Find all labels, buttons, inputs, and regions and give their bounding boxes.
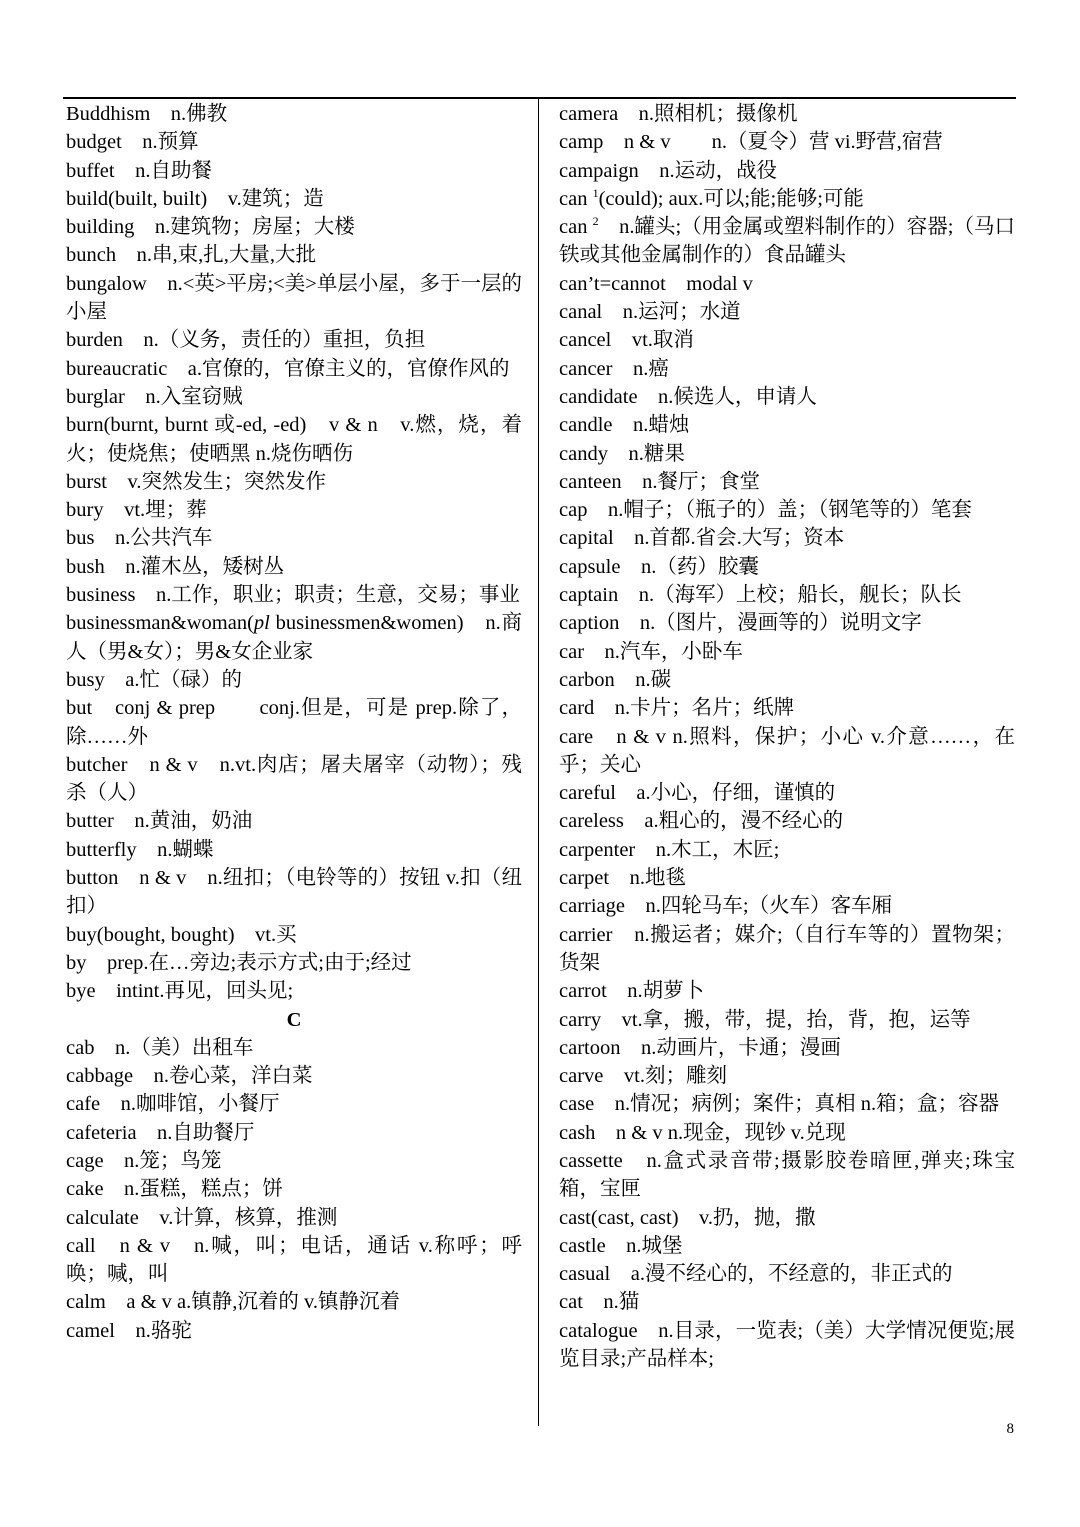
dictionary-entry: capital n.首都.省会.大写；资本 bbox=[559, 527, 845, 550]
dictionary-entry: caption n.（图片，漫画等的）说明文字 bbox=[559, 612, 922, 635]
dictionary-entry: candle n.蜡烛 bbox=[559, 414, 690, 437]
dictionary-entry: camera n.照相机；摄像机 bbox=[559, 103, 798, 125]
dictionary-entry: bunch n.串,束,扎,大量,大批 bbox=[66, 244, 316, 267]
dictionary-entry: carry vt.拿，搬，带，提，抬，背，抱，运等 bbox=[559, 1008, 971, 1031]
dictionary-entry: butterfly n.蝴蝶 bbox=[66, 838, 214, 861]
dictionary-entry: busy a.忙（碌）的 bbox=[66, 668, 242, 691]
dictionary-entry: businessman&woman(pl businessmen&women) n.商人（男&女）；男&女企业家 bbox=[66, 612, 522, 663]
dictionary-entry: carve vt.刻；雕刻 bbox=[559, 1065, 727, 1088]
dictionary-entry: candidate n.候选人，申请人 bbox=[559, 385, 817, 408]
dictionary-entry: canteen n.餐厅；食堂 bbox=[559, 470, 760, 493]
dictionary-entry: butcher n & v n.vt.肉店；屠夫屠宰（动物）；残杀（人） bbox=[66, 753, 522, 805]
dictionary-entry: catalogue n.目录，一览表;（美）大学情况便览;展览目录;产品样本; bbox=[559, 1319, 1015, 1371]
dictionary-entry: can $^1$(could); aux.可以;能;能够;可能 bbox=[559, 186, 864, 210]
dictionary-entry: calm a & v a.镇静,沉着的 v.镇静沉着 bbox=[66, 1291, 401, 1314]
dictionary-entry: cage n.笼；鸟笼 bbox=[66, 1149, 222, 1172]
dictionary-entry: camel n.骆驼 bbox=[66, 1319, 192, 1342]
dictionary-entry: buffet n.自助餐 bbox=[66, 159, 212, 182]
right-column bbox=[559, 100, 1015, 1373]
dictionary-entry: cassette n.盒式录音带;摄影胶卷暗匣,弹夹;珠宝箱，宝匣 bbox=[559, 1149, 1015, 1201]
dictionary-entry: carpet n.地毯 bbox=[559, 867, 686, 890]
dictionary-entry: cartoon n.动画片，卡通；漫画 bbox=[559, 1036, 841, 1059]
dictionary-entry: campaign n.运动，战役 bbox=[559, 159, 778, 182]
dictionary-entry: burst v.突然发生；突然发作 bbox=[66, 470, 327, 493]
dictionary-entry: care n & v n.照料，保护；小心 v.介意……，在乎；关心 bbox=[559, 725, 1015, 776]
dictionary-entry: carpenter n.木工，木匠; bbox=[559, 838, 780, 861]
dictionary-entry: cafe n.咖啡馆，小餐厅 bbox=[66, 1093, 280, 1116]
dictionary-entry: burglar n.入室窃贼 bbox=[66, 385, 243, 408]
page-number: 8 bbox=[1006, 1421, 1014, 1437]
dictionary-entry: can’t=cannot modal v bbox=[559, 272, 753, 295]
dictionary-entry: burn(burnt, burnt 或-ed, -ed) v & n v.燃，烧，着火；使烧焦；使晒黑 n.烧伤晒伤 bbox=[66, 414, 522, 465]
dictionary-entry: building n.建筑物；房屋；大楼 bbox=[66, 216, 355, 239]
dictionary-entry: cat n.猫 bbox=[559, 1291, 640, 1314]
dictionary-entry: cash n & v n.现金，现钞 v.兑现 bbox=[559, 1121, 846, 1144]
dictionary-entry: camp n & v n.（夏令）营 vi.野营,宿营 bbox=[559, 131, 943, 154]
dictionary-entry: burden n.（义务，责任的）重担，负担 bbox=[66, 329, 426, 352]
dictionary-entry: candy n.糖果 bbox=[559, 442, 685, 465]
dictionary-entry: cabbage n.卷心菜，洋白菜 bbox=[66, 1065, 313, 1088]
dictionary-entry: bye intint.再见，回头见; bbox=[66, 980, 294, 1003]
dictionary-entry: careful a.小心，仔细，谨慎的 bbox=[559, 782, 836, 805]
dictionary-entry: carrier n.搬运者；媒介;（自行车等的）置物架；货架 bbox=[559, 923, 1015, 974]
dictionary-entry: capsule n.（药）胶囊 bbox=[559, 555, 759, 578]
dictionary-entry: can $^2$ n.罐头;（用金属或塑料制作的）容器;（马口铁或其他金属制作的）食品罐头 bbox=[559, 214, 1016, 267]
dictionary-entry: carbon n.碳 bbox=[559, 668, 672, 691]
dictionary-entry: cancel vt.取消 bbox=[559, 329, 694, 352]
dictionary-entry: Buddhism n.佛教 bbox=[66, 103, 228, 125]
dictionary-entry: budget n.预算 bbox=[66, 131, 199, 154]
dictionary-entry: carriage n.四轮马车;（火车）客车厢 bbox=[559, 895, 893, 918]
dictionary-entry: cake n.蛋糕，糕点；饼 bbox=[66, 1178, 283, 1201]
dictionary-entry: calculate v.计算，核算，推测 bbox=[66, 1206, 338, 1229]
dictionary-entry: cap n.帽子；（瓶子的）盖；（钢笔等的）笔套 bbox=[559, 499, 972, 522]
column-divider bbox=[538, 99, 539, 1426]
dictionary-entry: call n & v n.喊，叫；电话，通话 v.称呼；呼唤；喊，叫 bbox=[66, 1234, 522, 1286]
dictionary-entry: card n.卡片；名片；纸牌 bbox=[559, 697, 795, 720]
dictionary-entry: cast(cast, cast) v.扔，抛，撒 bbox=[559, 1206, 816, 1229]
top-rule bbox=[63, 97, 1016, 99]
dictionary-entry: bus n.公共汽车 bbox=[66, 527, 213, 550]
dictionary-entry: castle n.城堡 bbox=[559, 1234, 683, 1257]
dictionary-entry: business n.工作，职业；职责；生意，交易；事业 bbox=[66, 584, 520, 607]
dictionary-entry: cafeteria n.自助餐厅 bbox=[66, 1121, 255, 1144]
dictionary-entry: bury vt.埋；葬 bbox=[66, 499, 207, 522]
dictionary-entry: car n.汽车，小卧车 bbox=[559, 640, 743, 663]
section-heading: C bbox=[286, 1008, 302, 1031]
dictionary-entry: carrot n.胡萝卜 bbox=[559, 980, 705, 1003]
dictionary-entry: build(built, built) v.建筑；造 bbox=[66, 187, 324, 210]
left-column bbox=[66, 100, 522, 1345]
dictionary-entry: bungalow n.<英>平房;<美>单层小屋，多于一层的小屋 bbox=[66, 272, 522, 324]
dictionary-entry: buy(bought, bought) vt.买 bbox=[66, 923, 297, 946]
dictionary-entry: button n & v n.纽扣；（电铃等的）按钮 v.扣（纽扣） bbox=[66, 867, 522, 918]
dictionary-entry: casual a.漫不经心的，不经意的，非正式的 bbox=[559, 1263, 953, 1286]
dictionary-entry: canal n.运河；水道 bbox=[559, 301, 741, 324]
dictionary-entry: but conj & prep conj.但是，可是 prep.除了，除……外 bbox=[66, 697, 522, 748]
dictionary-entry: captain n.（海军）上校；船长，舰长；队长 bbox=[559, 584, 962, 607]
dictionary-entry: bureaucratic a.官僚的，官僚主义的，官僚作风的 bbox=[66, 357, 510, 380]
dictionary-entry: bush n.灌木丛，矮树丛 bbox=[66, 555, 285, 578]
dictionary-entry: butter n.黄油，奶油 bbox=[66, 810, 253, 833]
dictionary-entry: case n.情况；病例；案件；真相 n.箱；盒；容器 bbox=[559, 1093, 1000, 1116]
dictionary-entry: cancer n.癌 bbox=[559, 357, 669, 380]
dictionary-entry: by prep.在…旁边;表示方式;由于;经过 bbox=[66, 951, 412, 974]
dictionary-entry: careless a.粗心的，漫不经心的 bbox=[559, 810, 844, 833]
dictionary-entry: cab n.（美）出租车 bbox=[66, 1036, 254, 1059]
